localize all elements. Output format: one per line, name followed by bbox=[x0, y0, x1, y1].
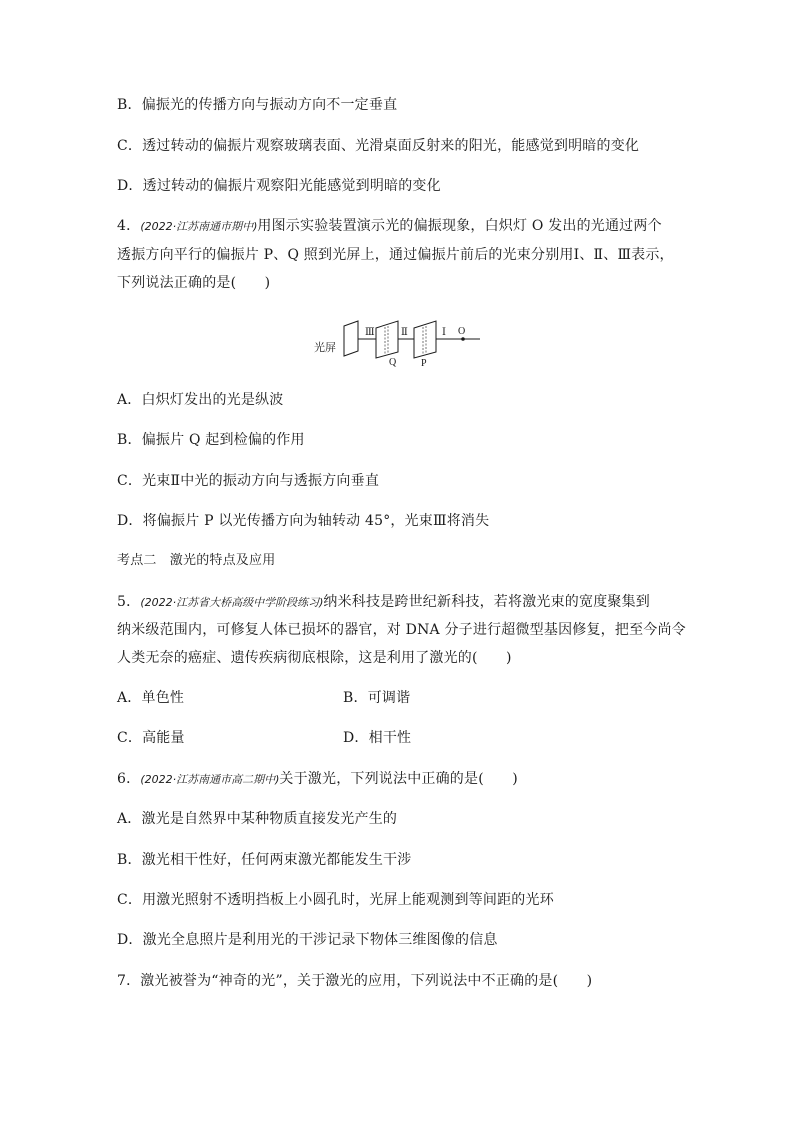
polarization-apparatus-figure bbox=[310, 310, 490, 375]
beam-3-label: Ⅲ bbox=[365, 327, 375, 338]
q5-stem-line3: 人类无奈的癌症、遗传疾病彻底根除，这是利用了激光的( ) bbox=[117, 650, 512, 666]
polarizer-q bbox=[376, 321, 398, 358]
q5-stem-line1 bbox=[117, 593, 650, 612]
q4-stem-line1 bbox=[117, 217, 662, 236]
q6-stem-text: 关于激光，下列说法中正确的是( ) bbox=[279, 771, 518, 787]
light-source-label: O bbox=[458, 326, 466, 337]
q6-option-d: D．激光全息照片是利用光的干涉记录下物体三维图像的信息 bbox=[117, 932, 498, 948]
light-screen bbox=[344, 321, 358, 356]
beam-1-label: Ⅰ bbox=[442, 327, 446, 338]
polarizer-q-label: Q bbox=[389, 357, 397, 368]
q4-number: 4． bbox=[117, 218, 141, 234]
q4-option-b: B．偏振片 Q 起到检偏的作用 bbox=[117, 432, 305, 448]
q6-option-c: C．用激光照射不透明挡板上小圆孔时，光屏上能观测到等间距的光环 bbox=[117, 892, 554, 908]
q5-source: (2022·江苏省大桥高级中学阶段练习) bbox=[140, 596, 324, 609]
light-source-dot bbox=[461, 337, 465, 341]
q5-options-row1 bbox=[117, 689, 411, 707]
q6-number: 6． bbox=[117, 771, 141, 787]
q5-stem-line2: 纳米级范围内，可修复人体已损坏的器官，对 DNA 分子进行超微型基因修复，把至今尚令 bbox=[117, 622, 686, 638]
q6-stem-line bbox=[117, 770, 518, 789]
q5-options-row2 bbox=[117, 729, 412, 747]
q4-stem-line2: 透振方向平行的偏振片 P、Q 照到光屏上，通过偏振片前后的光束分别用Ⅰ、Ⅱ、Ⅲ表示， bbox=[117, 247, 674, 263]
q6-option-b: B．激光相干性好，任何两束激光都能发生干涉 bbox=[117, 852, 412, 868]
screen-label: 光屏 bbox=[314, 342, 336, 354]
q7-stem: 7．激光被誉为“神奇的光”，关于激光的应用，下列说法中不正确的是( ) bbox=[117, 973, 593, 989]
q6-option-a: A．激光是自然界中某种物质直接发光产生的 bbox=[117, 811, 398, 827]
section-heading: 考点二 激光的特点及应用 bbox=[117, 553, 276, 568]
q4-option-c: C．光束Ⅱ中光的振动方向与透振方向垂直 bbox=[117, 473, 380, 489]
q5-option-a: A．单色性 bbox=[117, 690, 185, 706]
q5-option-c: C．高能量 bbox=[117, 730, 185, 746]
q4-stem-text1: 用图示实验装置演示光的偏振现象，白炽灯 O 发出的光通过两个 bbox=[257, 218, 662, 234]
q3-option-c: C．透过转动的偏振片观察玻璃表面、光滑桌面反射来的阳光，能感觉到明暗的变化 bbox=[117, 138, 640, 154]
q3-option-d: D．透过转动的偏振片观察阳光能感觉到明暗的变化 bbox=[117, 178, 441, 194]
q4-option-a: A．白炽灯发出的光是纵波 bbox=[117, 392, 284, 408]
beam-2-label: Ⅱ bbox=[401, 327, 408, 338]
q5-option-d: D．相干性 bbox=[343, 730, 412, 746]
polarizer-p bbox=[414, 321, 436, 358]
q5-option-b: B．可调谐 bbox=[343, 690, 411, 706]
q4-option-d: D．将偏振片 P 以光传播方向为轴转动 45°，光束Ⅲ将消失 bbox=[117, 513, 490, 529]
q3-option-b: B．偏振光的传播方向与振动方向不一定垂直 bbox=[117, 97, 398, 113]
q6-source: (2022·江苏南通市高二期中) bbox=[140, 773, 280, 786]
polarizer-p-label: P bbox=[421, 358, 427, 369]
q5-number: 5． bbox=[117, 594, 141, 610]
q4-source: (2022·江苏南通市期中) bbox=[140, 220, 258, 233]
q4-stem-line3: 下列说法正确的是( ) bbox=[117, 275, 271, 291]
q5-stem-text1: 纳米科技是跨世纪新科技，若将激光束的宽度聚集到 bbox=[323, 594, 650, 610]
